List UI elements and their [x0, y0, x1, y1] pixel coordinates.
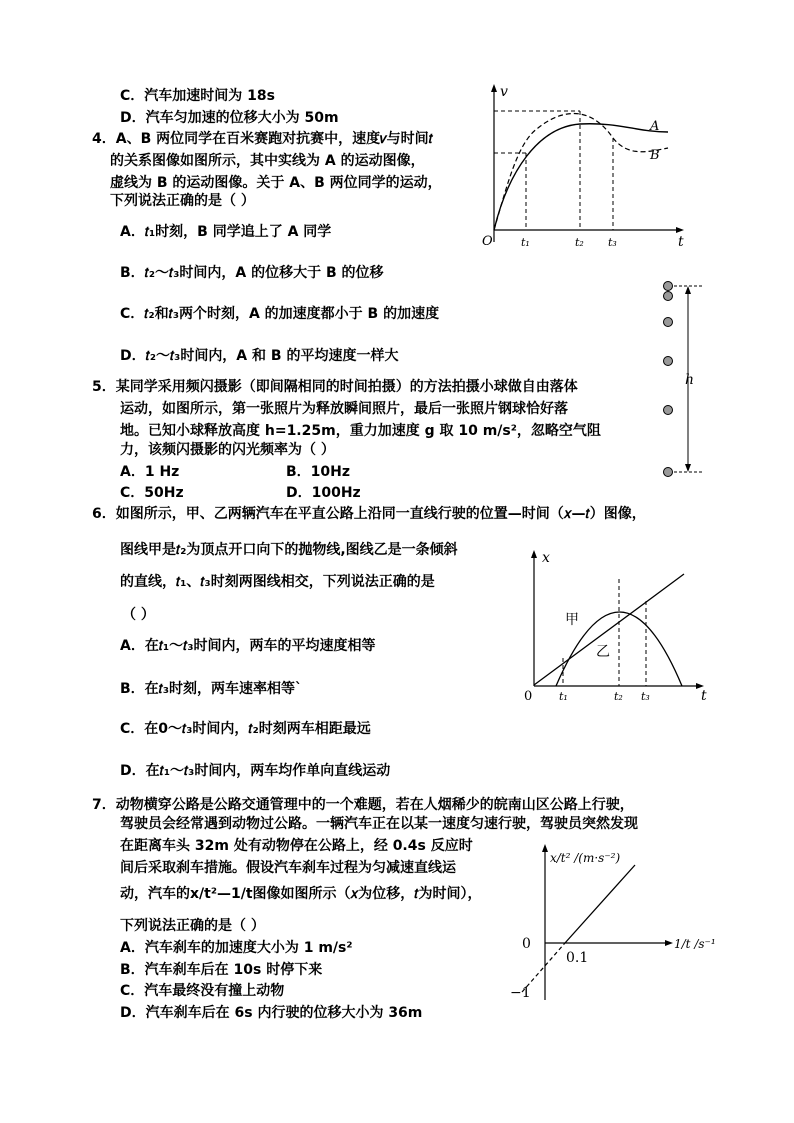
- q4-stem-line-1: 4．A、B 两位同学在百米赛跑对抗赛中，速度𝑣与时间𝑡: [92, 131, 433, 147]
- q6-origin-label: 0: [524, 689, 533, 704]
- q7-x-tick-label: 0.1: [566, 950, 589, 966]
- q6-t3-label: t₃: [641, 690, 650, 703]
- q7-y-tick-label: −1: [510, 985, 531, 1001]
- q4-stem-line-2: 的关系图像如图所示，其中实线为 A 的运动图像，: [110, 153, 425, 169]
- q5-stem-line-1: 5．某同学采用频闪摄影（即间隔相同的时间拍摄）的方法拍摄小球做自由落体: [92, 379, 578, 395]
- q7-option-d: D．汽车刹车后在 6s 内行驶的位移大小为 36m: [120, 1005, 423, 1021]
- q5-h-label: h: [685, 372, 695, 388]
- q4-curve-a-label: A: [650, 119, 660, 134]
- q5-option-d: D．100Hz: [286, 485, 361, 501]
- q6-line-yi-label: 乙: [596, 644, 610, 660]
- q5-option-a: A．1 Hz: [120, 464, 180, 480]
- q5-stem-line-2: 运动，如图所示，第一张照片为释放瞬间照片，最后一张照片钢球恰好落: [120, 401, 568, 417]
- q6-stem-line-4: （ ）: [122, 607, 155, 623]
- q6-option-a: A．在𝑡₁～𝑡₃时间内，两车的平均速度相等: [120, 638, 376, 654]
- q5-option-c: C．50Hz: [120, 485, 184, 501]
- q6-x-label: t: [701, 688, 707, 704]
- q5-ball-4: [664, 357, 673, 366]
- q7-solid-line: [565, 865, 635, 943]
- q6-curve-jia-label: 甲: [565, 612, 579, 628]
- q4-vt-graph: [478, 82, 698, 252]
- q7-stem-line-6: 下列说法正确的是（ ）: [120, 918, 265, 934]
- q3-option-c: C．汽车加速时间为 18s: [120, 88, 275, 104]
- q4-option-c: C．𝑡₂和𝑡₃两个时刻，A 的加速度都小于 B 的加速度: [120, 306, 440, 322]
- q7-stem-line-2: 驾驶员会经常遇到动物过公路。一辆汽车正在以某一速度匀速行驶，驾驶员突然发现: [120, 816, 638, 832]
- q7-stem-line-5: 动，汽车的x/t²—1/t图像如图所示（𝑥为位移，𝑡为时间），: [120, 886, 482, 902]
- q6-t2-label: t₂: [614, 690, 623, 703]
- q6-line-yi: [534, 574, 684, 685]
- q5-stem-line-4: 力，该频闪摄影的闪光频率为（ ）: [120, 442, 335, 458]
- q5-ball-6: [664, 468, 673, 477]
- q5-strobe-figure: [658, 276, 708, 478]
- q4-option-b: B．𝑡₂～𝑡₃时间内，A 的位移大于 B 的位移: [120, 265, 384, 281]
- q7-stem-line-1: 7．动物横穿公路是公路交通管理中的一个难题，若在人烟稀少的皖南山区公路上行驶，: [92, 797, 634, 813]
- q5-option-b: B．10Hz: [286, 464, 351, 480]
- q4-x-label: t: [678, 234, 684, 250]
- q6-option-d: D．在𝑡₁～𝑡₃时间内，两车均作单向直线运动: [120, 763, 391, 779]
- q5-ball-1: [664, 282, 673, 291]
- q6-xt-graph: [520, 548, 715, 708]
- q6-stem-line-3: 的直线，𝑡₁、𝑡₃时刻两图线相交，下列说法正确的是: [120, 574, 435, 590]
- q4-curve-b: [494, 114, 668, 231]
- q5-stem-line-3: 地。已知小球释放高度 h=1.25m，重力加速度 g 取 10 m/s²，忽略空气阻: [120, 423, 601, 439]
- q4-x-arrow: [676, 227, 684, 233]
- q7-origin-label: 0: [522, 936, 531, 952]
- q7-graph: [510, 840, 730, 1005]
- q5-ball-2: [664, 292, 673, 301]
- q7-y-label: x/t² /(m·s⁻²): [550, 851, 621, 865]
- q7-option-a: A．汽车刹车的加速度大小为 1 m/s²: [120, 940, 353, 956]
- q4-y-arrow: [491, 84, 497, 92]
- q5-ball-5: [664, 406, 673, 415]
- q6-option-c: C．在0～𝑡₃时间内，𝑡₂时刻两车相距最远: [120, 721, 371, 737]
- q7-option-c: C．汽车最终没有撞上动物: [120, 983, 285, 999]
- q7-stem-line-3: 在距离车头 32m 处有动物停在公路上，经 0.4s 反应时: [120, 838, 473, 854]
- q4-curve-b-label: B: [650, 148, 660, 163]
- q6-t1-label: t₁: [559, 690, 568, 703]
- q4-stem-line-3: 虚线为 B 的运动图像。关于 A、B 两位同学的运动，: [110, 175, 442, 191]
- q4-y-label: v: [500, 84, 508, 100]
- q4-origin-label: O: [482, 234, 493, 249]
- q4-t2-label: t₂: [575, 236, 584, 249]
- q3-option-d: D．汽车匀加速的位移大小为 50m: [120, 110, 339, 126]
- q7-option-b: B．汽车刹车后在 10s 时停下来: [120, 962, 323, 978]
- q4-curve-a: [494, 124, 668, 230]
- q5-ball-3: [664, 318, 673, 327]
- q4-t1-label: t₁: [521, 236, 530, 249]
- q4-option-d: D．𝑡₂～𝑡₃时间内，A 和 B 的平均速度一样大: [120, 348, 399, 364]
- q4-stem-line-4: 下列说法正确的是（ ）: [110, 193, 255, 209]
- q6-y-label: x: [542, 550, 550, 566]
- q6-option-b: B．在𝑡₃时刻，两车速率相等`: [120, 681, 303, 697]
- q6-stem-line-2: 图线甲是𝑡₂为顶点开口向下的抛物线,图线乙是一条倾斜: [120, 542, 458, 558]
- q6-stem-line-1: 6．如图所示，甲、乙两辆汽车在平直公路上沿同一直线行驶的位置—时间（𝑥—𝑡）图像，: [92, 506, 646, 522]
- q4-t3-label: t₃: [608, 236, 617, 249]
- q7-stem-line-4: 间后采取刹车措施。假设汽车刹车过程为匀减速直线运: [120, 860, 456, 876]
- q7-x-label: 1/t /s⁻¹: [674, 937, 716, 951]
- q4-option-a: A．𝑡₁时刻，B 同学追上了 A 同学: [120, 224, 332, 240]
